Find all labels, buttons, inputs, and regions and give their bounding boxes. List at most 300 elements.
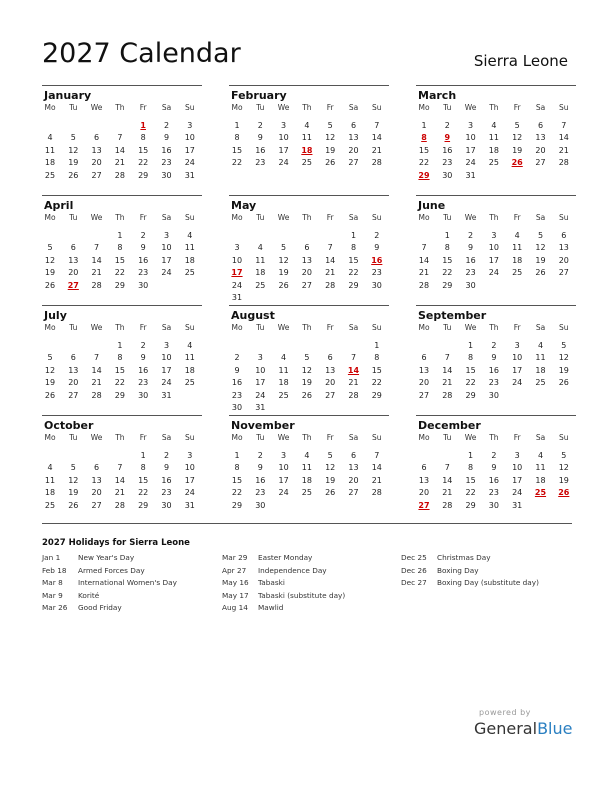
day-cell[interactable]: 11 (278, 365, 289, 375)
day-cell[interactable]: 27 (91, 170, 102, 180)
day-cell[interactable]: 23 (371, 268, 382, 278)
day-cell[interactable]: 5 (561, 341, 567, 350)
day-cell[interactable]: 6 (350, 121, 357, 130)
day-cell[interactable]: 5 (281, 243, 287, 253)
day-cell[interactable]: 16 (488, 475, 499, 485)
day-cell[interactable]: 12 (558, 463, 569, 473)
day-cell[interactable]: 10 (512, 353, 523, 363)
day-cell[interactable]: 13 (348, 463, 359, 473)
day-cell[interactable]: 30 (465, 280, 476, 290)
day-cell[interactable]: 28 (114, 500, 125, 510)
day-cell[interactable]: 27 (301, 280, 312, 290)
day-cell[interactable]: 11 (535, 463, 546, 473)
day-cell[interactable]: 22 (418, 158, 430, 168)
day-cell[interactable]: 1 (374, 341, 380, 350)
day-cell[interactable]: 13 (558, 243, 569, 253)
day-cell[interactable]: 28 (418, 280, 430, 290)
day-cell[interactable]: 21 (442, 378, 453, 388)
day-cell[interactable]: 26 (558, 378, 569, 388)
day-cell[interactable]: 2 (257, 121, 263, 130)
day-cell[interactable]: 6 (421, 463, 427, 473)
day-cell[interactable]: 21 (91, 268, 102, 278)
day-cell[interactable]: 4 (304, 451, 310, 460)
day-cell[interactable]: 25 (301, 488, 312, 498)
day-cell[interactable]: 2 (491, 451, 497, 460)
day-cell[interactable]: 15 (465, 475, 476, 485)
day-cell[interactable]: 1 (444, 231, 450, 240)
day-cell[interactable]: 20 (91, 158, 102, 168)
day-cell[interactable]: 22 (114, 268, 125, 278)
day-cell[interactable]: 5 (47, 243, 53, 253)
day-cell[interactable]: 4 (187, 341, 193, 350)
day-cell[interactable]: 10 (512, 463, 523, 473)
day-cell[interactable]: 17 (184, 475, 195, 485)
day-cell[interactable]: 26 (325, 488, 336, 498)
day-cell[interactable]: 29 (465, 500, 476, 510)
day-cell[interactable]: 21 (325, 268, 336, 278)
day-cell[interactable]: 26 (44, 280, 56, 290)
day-cell[interactable]: 17 (512, 365, 523, 375)
day-cell[interactable]: 18 (535, 475, 546, 485)
day-cell[interactable]: 17 (278, 145, 289, 155)
day-cell[interactable]: 8 (140, 133, 146, 143)
day-cell[interactable]: 25 (255, 280, 266, 290)
day-cell[interactable]: 31 (184, 500, 195, 510)
day-cell[interactable]: 18 (184, 365, 195, 375)
day-cell[interactable]: 11 (301, 463, 312, 473)
day-cell[interactable]: 26 (278, 280, 289, 290)
day-cell[interactable]: 16 (138, 255, 149, 265)
day-cell[interactable]: 22 (465, 488, 476, 498)
holiday-date[interactable]: 26 (558, 488, 570, 498)
day-cell[interactable]: 23 (138, 268, 149, 278)
day-cell[interactable]: 2 (163, 451, 170, 460)
day-cell[interactable]: 24 (161, 378, 172, 388)
day-cell[interactable]: 29 (138, 170, 149, 180)
day-cell[interactable]: 28 (325, 280, 336, 290)
day-cell[interactable]: 25 (535, 378, 546, 388)
day-cell[interactable]: 20 (301, 268, 312, 278)
day-cell[interactable]: 31 (231, 293, 243, 302)
day-cell[interactable]: 18 (184, 255, 195, 265)
day-cell[interactable]: 30 (231, 403, 243, 412)
day-cell[interactable]: 5 (561, 451, 567, 460)
day-cell[interactable]: 11 (44, 475, 56, 485)
day-cell[interactable]: 2 (444, 121, 450, 130)
day-cell[interactable]: 31 (184, 170, 195, 180)
day-cell[interactable]: 23 (255, 488, 266, 498)
day-cell[interactable]: 2 (234, 353, 240, 363)
day-cell[interactable]: 27 (558, 268, 569, 278)
day-cell[interactable]: 19 (44, 268, 56, 278)
day-cell[interactable]: 18 (488, 145, 499, 155)
day-cell[interactable]: 29 (114, 390, 125, 400)
day-cell[interactable]: 17 (161, 365, 172, 375)
day-cell[interactable]: 20 (558, 255, 569, 265)
day-cell[interactable]: 22 (231, 158, 243, 168)
day-cell[interactable]: 2 (374, 231, 380, 240)
day-cell[interactable]: 19 (278, 268, 289, 278)
day-cell[interactable]: 9 (234, 365, 240, 375)
day-cell[interactable]: 1 (468, 341, 474, 350)
day-cell[interactable]: 8 (468, 463, 474, 473)
day-cell[interactable]: 16 (465, 255, 476, 265)
day-cell[interactable]: 7 (117, 133, 123, 143)
day-cell[interactable]: 7 (350, 353, 357, 363)
day-cell[interactable]: 14 (114, 475, 125, 485)
day-cell[interactable]: 9 (163, 133, 170, 143)
day-cell[interactable]: 24 (278, 158, 289, 168)
day-cell[interactable]: 27 (325, 390, 336, 400)
day-cell[interactable]: 26 (68, 500, 79, 510)
day-cell[interactable]: 10 (255, 365, 266, 375)
day-cell[interactable]: 23 (488, 488, 499, 498)
holiday-date[interactable]: 14 (347, 365, 360, 375)
day-cell[interactable]: 3 (514, 451, 520, 460)
day-cell[interactable]: 9 (491, 353, 497, 363)
day-cell[interactable]: 27 (348, 158, 359, 168)
day-cell[interactable]: 10 (488, 243, 499, 253)
day-cell[interactable]: 4 (491, 121, 497, 130)
day-cell[interactable]: 22 (465, 378, 476, 388)
day-cell[interactable]: 19 (325, 145, 336, 155)
day-cell[interactable]: 3 (281, 451, 287, 460)
day-cell[interactable]: 6 (421, 353, 427, 363)
day-cell[interactable]: 28 (371, 488, 382, 498)
day-cell[interactable]: 26 (325, 158, 336, 168)
brand-logo[interactable] (474, 719, 572, 738)
day-cell[interactable]: 7 (374, 451, 380, 460)
day-cell[interactable]: 29 (114, 280, 125, 290)
day-cell[interactable]: 20 (418, 488, 430, 498)
day-cell[interactable]: 28 (91, 390, 102, 400)
day-cell[interactable]: 3 (187, 121, 193, 130)
day-cell[interactable]: 14 (325, 255, 336, 265)
holiday-date[interactable]: 27 (67, 280, 79, 290)
day-cell[interactable]: 6 (304, 243, 310, 253)
holiday-date[interactable]: 29 (418, 170, 430, 180)
holiday-date[interactable]: 17 (231, 268, 243, 278)
day-cell[interactable]: 6 (94, 463, 100, 473)
day-cell[interactable]: 10 (278, 133, 289, 143)
day-cell[interactable]: 27 (418, 390, 430, 400)
day-cell[interactable]: 9 (140, 353, 146, 363)
day-cell[interactable]: 12 (512, 133, 523, 143)
day-cell[interactable]: 31 (255, 403, 266, 412)
day-cell[interactable]: 16 (255, 145, 266, 155)
day-cell[interactable]: 6 (94, 133, 100, 143)
day-cell[interactable]: 26 (301, 390, 312, 400)
day-cell[interactable]: 25 (512, 268, 523, 278)
day-cell[interactable]: 18 (44, 488, 56, 498)
day-cell[interactable]: 11 (535, 353, 546, 363)
day-cell[interactable]: 30 (138, 280, 149, 290)
day-cell[interactable]: 18 (535, 365, 546, 375)
day-cell[interactable]: 22 (442, 268, 453, 278)
day-cell[interactable]: 20 (68, 268, 79, 278)
day-cell[interactable]: 7 (327, 243, 333, 253)
holiday-date[interactable]: 25 (534, 488, 547, 498)
day-cell[interactable]: 29 (465, 390, 476, 400)
day-cell[interactable]: 1 (117, 341, 123, 350)
holiday-date[interactable]: 1 (140, 121, 146, 130)
day-cell[interactable]: 11 (184, 243, 195, 253)
holiday-date[interactable]: 27 (418, 500, 430, 510)
day-cell[interactable]: 9 (140, 243, 146, 253)
day-cell[interactable]: 15 (348, 255, 359, 265)
day-cell[interactable]: 25 (44, 170, 56, 180)
day-cell[interactable]: 28 (91, 280, 102, 290)
day-cell[interactable]: 23 (255, 158, 266, 168)
day-cell[interactable]: 26 (535, 268, 546, 278)
day-cell[interactable]: 30 (161, 170, 172, 180)
day-cell[interactable]: 8 (140, 463, 146, 473)
day-cell[interactable]: 30 (488, 500, 499, 510)
day-cell[interactable]: 24 (278, 488, 289, 498)
day-cell[interactable]: 3 (187, 451, 193, 460)
day-cell[interactable]: 7 (94, 243, 100, 253)
day-cell[interactable]: 7 (117, 463, 123, 473)
day-cell[interactable]: 13 (535, 133, 546, 143)
day-cell[interactable]: 22 (138, 158, 149, 168)
day-cell[interactable]: 10 (278, 463, 289, 473)
day-cell[interactable]: 28 (558, 158, 569, 168)
day-cell[interactable]: 20 (348, 145, 359, 155)
day-cell[interactable]: 30 (255, 500, 266, 510)
holiday-date[interactable]: 16 (371, 255, 383, 265)
day-cell[interactable]: 11 (184, 353, 195, 363)
day-cell[interactable]: 8 (444, 243, 450, 253)
day-cell[interactable]: 26 (68, 170, 79, 180)
day-cell[interactable]: 23 (161, 488, 172, 498)
day-cell[interactable]: 30 (488, 390, 499, 400)
day-cell[interactable]: 24 (465, 158, 476, 168)
day-cell[interactable]: 18 (512, 255, 523, 265)
day-cell[interactable]: 13 (418, 475, 430, 485)
day-cell[interactable]: 3 (514, 341, 520, 350)
day-cell[interactable]: 24 (184, 488, 195, 498)
day-cell[interactable]: 12 (535, 243, 546, 253)
day-cell[interactable]: 5 (327, 451, 333, 460)
day-cell[interactable]: 9 (257, 463, 263, 473)
day-cell[interactable]: 6 (70, 243, 76, 253)
day-cell[interactable]: 30 (442, 170, 453, 180)
day-cell[interactable]: 15 (138, 475, 149, 485)
day-cell[interactable]: 24 (184, 158, 195, 168)
day-cell[interactable]: 13 (418, 365, 430, 375)
day-cell[interactable]: 31 (465, 170, 476, 180)
day-cell[interactable]: 12 (558, 353, 569, 363)
day-cell[interactable]: 16 (488, 365, 499, 375)
day-cell[interactable]: 5 (70, 133, 76, 143)
day-cell[interactable]: 22 (371, 378, 382, 388)
day-cell[interactable]: 8 (234, 133, 240, 143)
day-cell[interactable]: 5 (327, 121, 333, 130)
day-cell[interactable]: 2 (491, 341, 497, 350)
day-cell[interactable]: 9 (491, 463, 497, 473)
day-cell[interactable]: 6 (70, 353, 76, 363)
day-cell[interactable]: 12 (301, 365, 312, 375)
day-cell[interactable]: 13 (68, 365, 79, 375)
day-cell[interactable]: 19 (44, 378, 56, 388)
day-cell[interactable]: 23 (442, 158, 453, 168)
day-cell[interactable]: 15 (114, 365, 125, 375)
day-cell[interactable]: 15 (371, 365, 382, 375)
day-cell[interactable]: 30 (161, 500, 172, 510)
day-cell[interactable]: 19 (535, 255, 546, 265)
day-cell[interactable]: 1 (350, 231, 357, 240)
day-cell[interactable]: 10 (184, 133, 195, 143)
day-cell[interactable]: 27 (91, 500, 102, 510)
day-cell[interactable]: 4 (187, 231, 193, 240)
day-cell[interactable]: 19 (558, 475, 569, 485)
day-cell[interactable]: 25 (301, 158, 312, 168)
day-cell[interactable]: 14 (91, 255, 102, 265)
day-cell[interactable]: 4 (257, 243, 263, 253)
day-cell[interactable]: 2 (468, 231, 474, 240)
day-cell[interactable]: 4 (304, 121, 310, 130)
day-cell[interactable]: 27 (348, 488, 359, 498)
day-cell[interactable]: 3 (163, 341, 170, 350)
day-cell[interactable]: 5 (304, 353, 310, 363)
day-cell[interactable]: 17 (465, 145, 476, 155)
day-cell[interactable]: 19 (301, 378, 312, 388)
day-cell[interactable]: 15 (138, 145, 149, 155)
day-cell[interactable]: 12 (68, 475, 79, 485)
day-cell[interactable]: 5 (70, 463, 76, 473)
day-cell[interactable]: 20 (91, 488, 102, 498)
day-cell[interactable]: 11 (512, 243, 523, 253)
day-cell[interactable]: 21 (91, 378, 102, 388)
day-cell[interactable]: 3 (234, 243, 240, 253)
day-cell[interactable]: 28 (442, 500, 453, 510)
day-cell[interactable]: 9 (468, 243, 474, 253)
day-cell[interactable]: 5 (537, 231, 544, 240)
day-cell[interactable]: 24 (512, 378, 523, 388)
day-cell[interactable]: 23 (465, 268, 476, 278)
day-cell[interactable]: 6 (350, 451, 357, 460)
day-cell[interactable]: 10 (161, 243, 172, 253)
day-cell[interactable]: 20 (348, 475, 359, 485)
day-cell[interactable]: 15 (418, 145, 430, 155)
day-cell[interactable]: 7 (444, 463, 450, 473)
day-cell[interactable]: 31 (161, 390, 172, 400)
day-cell[interactable]: 14 (442, 365, 453, 375)
day-cell[interactable]: 8 (468, 353, 474, 363)
day-cell[interactable]: 16 (161, 475, 172, 485)
day-cell[interactable]: 7 (444, 353, 450, 363)
day-cell[interactable]: 18 (301, 475, 312, 485)
day-cell[interactable]: 16 (442, 145, 453, 155)
day-cell[interactable]: 23 (231, 390, 243, 400)
day-cell[interactable]: 24 (231, 280, 243, 290)
holiday-date[interactable]: 9 (444, 133, 451, 143)
day-cell[interactable]: 24 (512, 488, 523, 498)
day-cell[interactable]: 14 (442, 475, 453, 485)
day-cell[interactable]: 22 (138, 488, 149, 498)
day-cell[interactable]: 24 (161, 268, 172, 278)
day-cell[interactable]: 9 (257, 133, 263, 143)
day-cell[interactable]: 1 (421, 121, 427, 130)
day-cell[interactable]: 25 (488, 158, 499, 168)
day-cell[interactable]: 19 (68, 488, 79, 498)
day-cell[interactable]: 29 (231, 500, 243, 510)
day-cell[interactable]: 3 (163, 231, 170, 240)
day-cell[interactable]: 12 (278, 255, 289, 265)
day-cell[interactable]: 5 (514, 121, 520, 130)
day-cell[interactable]: 6 (561, 231, 567, 240)
day-cell[interactable]: 19 (68, 158, 79, 168)
day-cell[interactable]: 4 (47, 133, 53, 143)
day-cell[interactable]: 25 (184, 268, 195, 278)
day-cell[interactable]: 22 (231, 488, 243, 498)
day-cell[interactable]: 14 (558, 133, 569, 143)
day-cell[interactable]: 8 (350, 243, 357, 253)
day-cell[interactable]: 19 (558, 365, 569, 375)
day-cell[interactable]: 10 (465, 133, 476, 143)
day-cell[interactable]: 21 (348, 378, 359, 388)
day-cell[interactable]: 3 (491, 231, 497, 240)
day-cell[interactable]: 4 (537, 451, 544, 460)
day-cell[interactable]: 27 (535, 158, 546, 168)
day-cell[interactable]: 21 (114, 488, 125, 498)
day-cell[interactable]: 3 (281, 121, 287, 130)
day-cell[interactable]: 21 (371, 475, 382, 485)
day-cell[interactable]: 13 (325, 365, 336, 375)
day-cell[interactable]: 12 (325, 133, 336, 143)
holiday-date[interactable]: 18 (301, 145, 313, 155)
day-cell[interactable]: 12 (44, 365, 56, 375)
day-cell[interactable]: 15 (231, 145, 243, 155)
day-cell[interactable]: 24 (255, 390, 266, 400)
day-cell[interactable]: 27 (68, 390, 79, 400)
day-cell[interactable]: 12 (44, 255, 56, 265)
day-cell[interactable]: 8 (374, 353, 380, 363)
day-cell[interactable]: 13 (91, 475, 102, 485)
day-cell[interactable]: 5 (47, 353, 53, 363)
day-cell[interactable]: 20 (418, 378, 430, 388)
day-cell[interactable]: 24 (488, 268, 499, 278)
day-cell[interactable]: 15 (114, 255, 125, 265)
day-cell[interactable]: 13 (348, 133, 359, 143)
day-cell[interactable]: 29 (348, 280, 359, 290)
day-cell[interactable]: 4 (281, 353, 287, 363)
day-cell[interactable]: 4 (47, 463, 53, 473)
day-cell[interactable]: 1 (117, 231, 123, 240)
day-cell[interactable]: 12 (325, 463, 336, 473)
day-cell[interactable]: 20 (535, 145, 546, 155)
day-cell[interactable]: 12 (68, 145, 79, 155)
day-cell[interactable]: 9 (163, 463, 170, 473)
day-cell[interactable]: 29 (138, 500, 149, 510)
day-cell[interactable]: 15 (465, 365, 476, 375)
day-cell[interactable]: 21 (418, 268, 430, 278)
day-cell[interactable]: 22 (114, 378, 125, 388)
day-cell[interactable]: 28 (442, 390, 453, 400)
day-cell[interactable]: 7 (421, 243, 427, 253)
day-cell[interactable]: 13 (91, 145, 102, 155)
day-cell[interactable]: 16 (231, 378, 243, 388)
day-cell[interactable]: 2 (140, 341, 146, 350)
day-cell[interactable]: 3 (257, 353, 263, 363)
day-cell[interactable]: 17 (488, 255, 499, 265)
day-cell[interactable]: 4 (514, 231, 520, 240)
day-cell[interactable]: 7 (561, 121, 567, 130)
day-cell[interactable]: 11 (255, 255, 266, 265)
day-cell[interactable]: 11 (301, 133, 312, 143)
day-cell[interactable]: 16 (255, 475, 266, 485)
day-cell[interactable]: 23 (161, 158, 172, 168)
